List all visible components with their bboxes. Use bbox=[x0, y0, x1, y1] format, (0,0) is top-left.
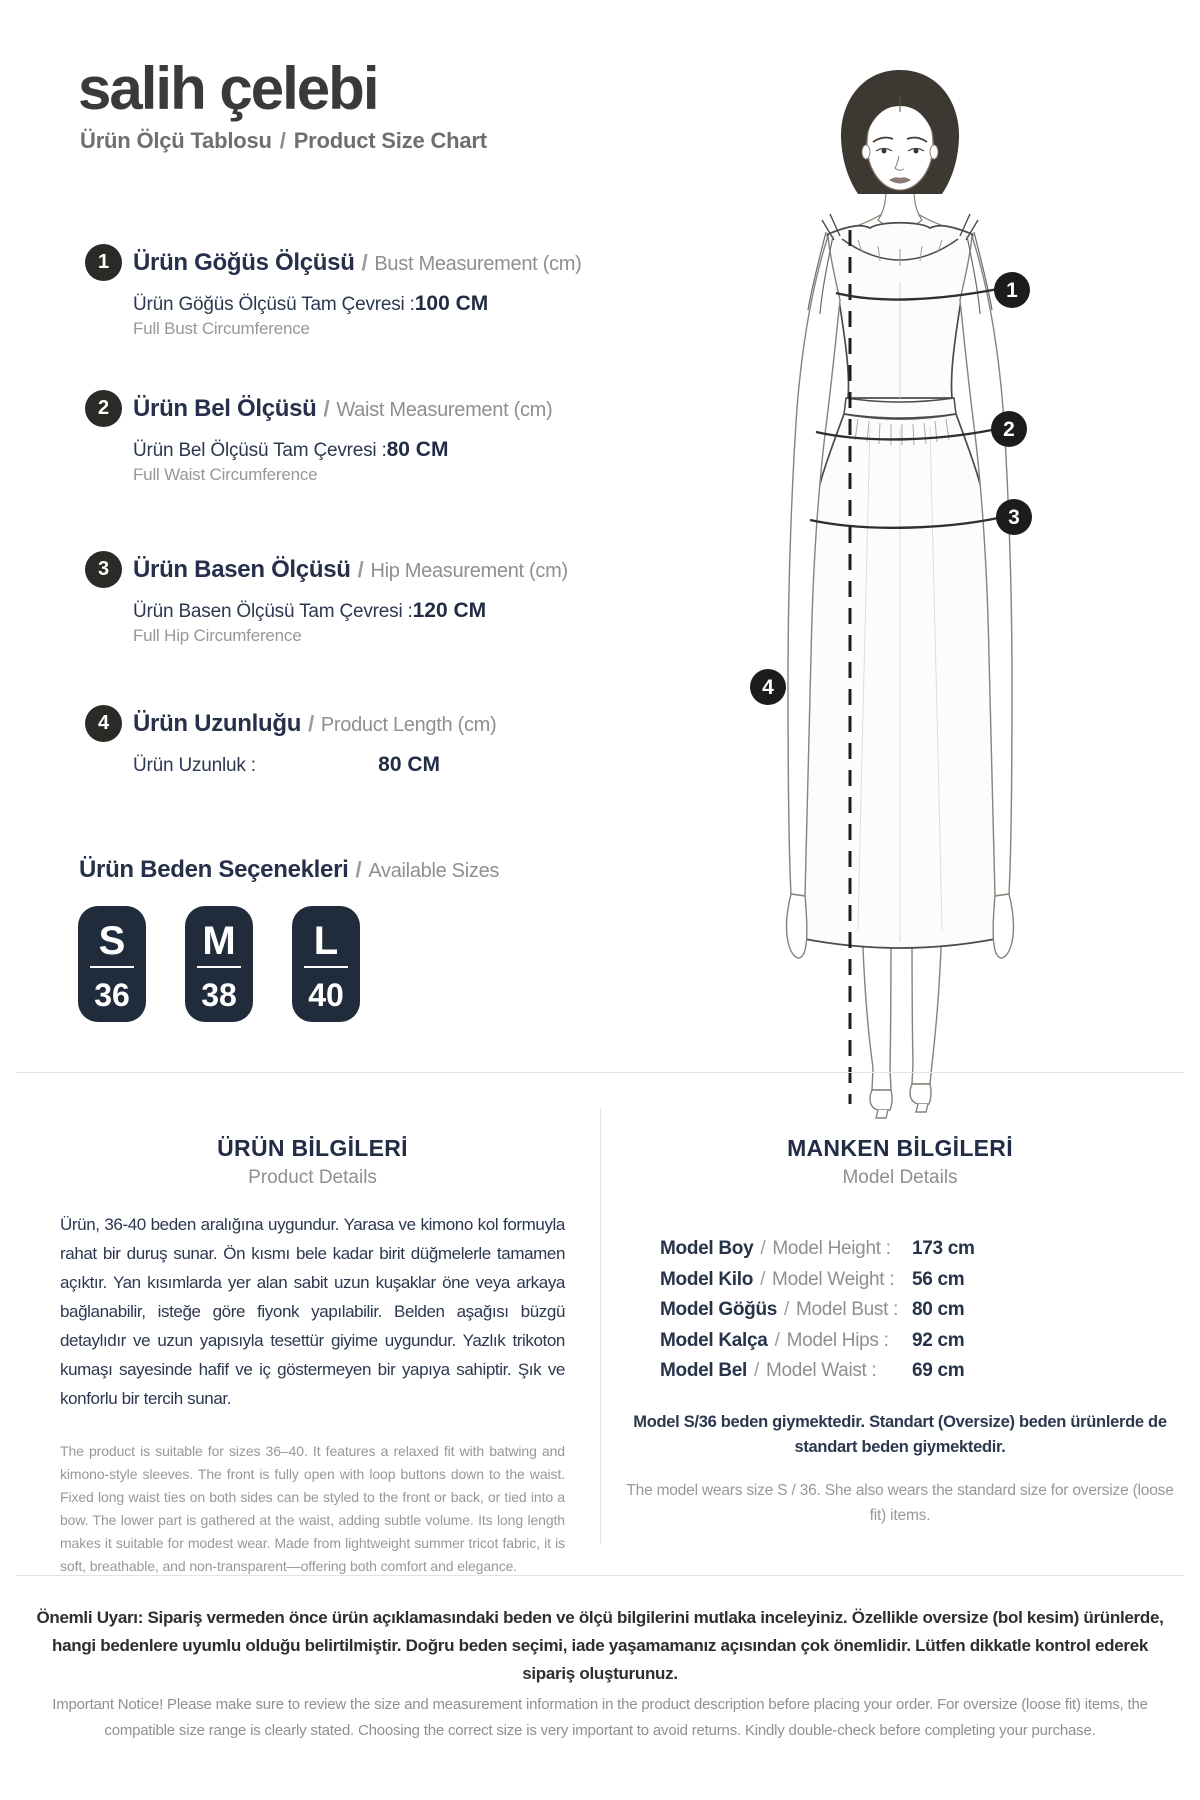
row-label-en: Model Height bbox=[772, 1238, 881, 1259]
slash-separator: / bbox=[774, 1329, 780, 1351]
slash-separator: / bbox=[323, 396, 330, 421]
measurement-value-row bbox=[133, 292, 489, 316]
product-description-en: The product is suitable for sizes 36–40. It features a relaxed fit with batwing and kimono-style sleeves. The front is fully open with loop buttons down to the waist. Fixed long waist ties on both sides can be styled to the front or back, or tied into a bow. The lower part is gathered at the waist, adding subtle volume. Its long length makes it suitable for modest wear. Made from lightweight summer tricot fabric, it is soft, breathable, and non-transparent—offering both comfort and elegance. bbox=[60, 1443, 565, 1574]
measurement-label: Ürün Göğüs Ölçüsü Tam Çevresi : bbox=[133, 294, 415, 315]
product-details-title-en: Product Details bbox=[248, 1167, 377, 1188]
slash-separator: / bbox=[361, 250, 368, 275]
measurement-value-row bbox=[133, 599, 487, 623]
marker-number-1: 1 bbox=[1006, 279, 1018, 302]
brand-logo: salih çelebi bbox=[78, 55, 378, 122]
available-sizes-title bbox=[79, 856, 499, 884]
badge-number: 3 bbox=[97, 558, 110, 580]
tagline-en: Product Size Chart bbox=[293, 128, 487, 153]
measurement-body bbox=[133, 390, 573, 485]
ear-left bbox=[862, 145, 870, 159]
row-labels bbox=[660, 1356, 912, 1387]
badge-number: 4 bbox=[97, 712, 110, 734]
row-label-tr: Model Kalça bbox=[660, 1329, 768, 1351]
row-labels bbox=[660, 1234, 912, 1265]
slash-separator: / bbox=[760, 1238, 766, 1259]
row-label-tr: Model Boy bbox=[660, 1238, 754, 1259]
row-label-tr: Model Göğüs bbox=[660, 1299, 778, 1320]
measurement-label-en: Full Waist Circumference bbox=[133, 465, 318, 484]
tagline-tr: Ürün Ölçü Tablosu bbox=[80, 128, 272, 153]
important-notice-en: Important Notice! Please make sure to review the size and measurement information in the product description before placing your order. For oversize (loose fit) items, the compatible size range is clearly stated. Choosing the correct size is very important to avoid returns. Kindly double-check before completing your purchase. bbox=[52, 1696, 1148, 1739]
marker-number-2: 2 bbox=[1003, 418, 1015, 441]
measurement-body bbox=[133, 705, 573, 777]
measurement-title bbox=[133, 390, 573, 429]
measurement-value: 120 CM bbox=[412, 599, 487, 622]
model-illustration bbox=[600, 60, 1060, 1120]
size-letter: L bbox=[313, 919, 339, 963]
size-number: 40 bbox=[308, 977, 344, 1013]
marker-number-3: 3 bbox=[1008, 506, 1020, 529]
title-tr: Ürün Bel Ölçüsü bbox=[133, 395, 317, 422]
title-en: Waist Measurement (cm) bbox=[336, 399, 553, 421]
size-number: 38 bbox=[201, 977, 237, 1013]
title-en: Product Length (cm) bbox=[320, 714, 497, 736]
measurement-value: 100 CM bbox=[414, 292, 489, 315]
measurement-label: Ürün Uzunluk : bbox=[133, 755, 256, 776]
colon: : bbox=[893, 1299, 899, 1320]
row-value: 56 cm bbox=[912, 1268, 965, 1290]
measurement-body bbox=[133, 244, 582, 339]
measurement-title bbox=[133, 551, 573, 590]
size-letter: S bbox=[98, 919, 126, 963]
product-description-tr: Ürün, 36-40 beden aralığına uygundur. Yarasa ve kimono kol formuyla rahat bir duruş sunar. Ön kısmı bele kadar birit düğmelerle tamamen açıktır. Yan kısımlarda yer alan sabit uzun kuşaklar öne veya arkaya bağlanabilir, isteğe göre fiyonk yapılabilir. Belden aşağısı büzgü detaylıdır ve uzun yapısıyla tesettür giyime uygundur. Yazlık trikoton kumaşı sayesinde hafif ve iç göstermeyen bir yapıya sahiptir. Şık ve konforlu bir tercih sunar. bbox=[60, 1215, 565, 1408]
size-number: 36 bbox=[94, 977, 130, 1013]
size-chip-l bbox=[292, 906, 360, 1022]
marker-number-4: 4 bbox=[762, 676, 774, 699]
colon: : bbox=[885, 1238, 891, 1259]
horizontal-divider-top bbox=[16, 1072, 1184, 1073]
number-badge-4 bbox=[85, 705, 122, 742]
measurement-section-hip bbox=[85, 551, 573, 646]
slash-separator: / bbox=[760, 1268, 766, 1290]
row-labels bbox=[660, 1295, 912, 1326]
measurement-label-en: Full Bust Circumference bbox=[133, 319, 310, 338]
product-details-column bbox=[60, 1134, 565, 1578]
slash-separator: / bbox=[279, 128, 286, 153]
measurement-label: Ürün Bel Ölçüsü Tam Çevresi : bbox=[133, 440, 387, 461]
row-label-en: Model Bust bbox=[796, 1299, 889, 1320]
table-row bbox=[660, 1356, 975, 1387]
row-value: 92 cm bbox=[912, 1329, 965, 1351]
size-letter: M bbox=[202, 919, 236, 963]
table-row bbox=[660, 1234, 975, 1265]
model-details-header bbox=[620, 1134, 1180, 1189]
measurement-section-waist bbox=[85, 390, 573, 485]
measurement-label: Ürün Basen Ölçüsü Tam Çevresi : bbox=[133, 601, 413, 622]
measurement-value: 80 CM bbox=[386, 438, 449, 461]
row-value: 69 cm bbox=[912, 1360, 965, 1381]
size-chip-s bbox=[78, 906, 146, 1022]
row-label-tr: Model Kilo bbox=[660, 1268, 754, 1290]
number-badge-3 bbox=[85, 551, 122, 588]
chip-divider bbox=[197, 966, 241, 968]
measurement-value-row bbox=[133, 438, 449, 462]
slash-separator: / bbox=[357, 557, 364, 582]
colon: : bbox=[883, 1329, 889, 1351]
measurement-body bbox=[133, 551, 573, 646]
measurement-value-row bbox=[133, 753, 440, 777]
title-tr: Ürün Basen Ölçüsü bbox=[133, 556, 351, 583]
row-labels bbox=[660, 1326, 912, 1357]
chip-divider bbox=[90, 966, 134, 968]
row-value: 80 cm bbox=[912, 1299, 965, 1320]
slash-separator: / bbox=[355, 857, 362, 882]
brand-tagline bbox=[80, 128, 487, 154]
legs bbox=[862, 920, 942, 1118]
measurement-section-bust bbox=[85, 244, 582, 339]
row-label-en: Model Waist bbox=[766, 1360, 867, 1381]
badge-number: 1 bbox=[97, 251, 110, 273]
number-badge-1 bbox=[85, 244, 122, 281]
row-label-en: Model Hips bbox=[786, 1329, 879, 1351]
row-labels bbox=[660, 1265, 912, 1296]
slash-separator: / bbox=[754, 1360, 760, 1381]
measurement-section-length bbox=[85, 705, 573, 777]
title-en: Available Sizes bbox=[368, 860, 500, 882]
size-chip-row bbox=[78, 906, 360, 1022]
model-details-title-en: Model Details bbox=[842, 1167, 958, 1188]
table-row bbox=[660, 1326, 975, 1357]
model-measurements-table bbox=[660, 1234, 975, 1387]
chip-divider bbox=[304, 966, 348, 968]
measurement-label-en: Full Hip Circumference bbox=[133, 626, 302, 645]
model-note-tr: Model S/36 beden giymektedir. Standart (Oversize) beden ürünlerde de standart beden giymektedir. bbox=[633, 1413, 1167, 1456]
vertical-divider bbox=[600, 1108, 601, 1544]
title-tr: Ürün Uzunluğu bbox=[133, 710, 302, 737]
model-details-title-tr: MANKEN BİLGİLERİ bbox=[787, 1135, 1013, 1161]
product-details-title-tr: ÜRÜN BİLGİLERİ bbox=[217, 1135, 408, 1161]
important-notice-tr: Önemli Uyarı: Sipariş vermeden önce ürün açıklamasındaki beden ve ölçü bilgilerini mutlaka inceleyiniz. Özellikle oversize (bol kesim) ürünlerde, hangi bedenlere uyumlu olduğu belirtilmiştir. Doğru beden seçimi, iade yaşamamanız açısından çok önemlidir. Lütfen dikkatle kontrol ederek sipariş oluşturunuz. bbox=[36, 1608, 1164, 1683]
title-tr: Ürün Göğüs Ölçüsü bbox=[133, 249, 355, 276]
waistband bbox=[844, 398, 956, 418]
table-row bbox=[660, 1265, 975, 1296]
colon: : bbox=[889, 1268, 895, 1290]
model-note-en: The model wears size S / 36. She also wears the standard size for oversize (loose fit) items. bbox=[626, 1482, 1174, 1524]
slash-separator: / bbox=[784, 1299, 790, 1320]
number-badge-2 bbox=[85, 390, 122, 427]
measurement-title bbox=[133, 705, 573, 744]
slash-separator: / bbox=[308, 711, 314, 736]
badge-number: 2 bbox=[97, 397, 110, 419]
colon: : bbox=[871, 1360, 877, 1381]
title-tr: Ürün Beden Seçenekleri bbox=[79, 856, 349, 883]
row-label-tr: Model Bel bbox=[660, 1360, 748, 1381]
row-value: 173 cm bbox=[912, 1238, 975, 1259]
row-label-en: Model Weight bbox=[772, 1268, 885, 1290]
table-row bbox=[660, 1295, 975, 1326]
ear-right bbox=[930, 145, 938, 159]
size-chip-m bbox=[185, 906, 253, 1022]
title-en: Bust Measurement (cm) bbox=[374, 253, 582, 275]
measurement-title bbox=[133, 244, 582, 283]
measurement-value: 80 CM bbox=[378, 753, 440, 776]
title-en: Hip Measurement (cm) bbox=[370, 560, 568, 582]
